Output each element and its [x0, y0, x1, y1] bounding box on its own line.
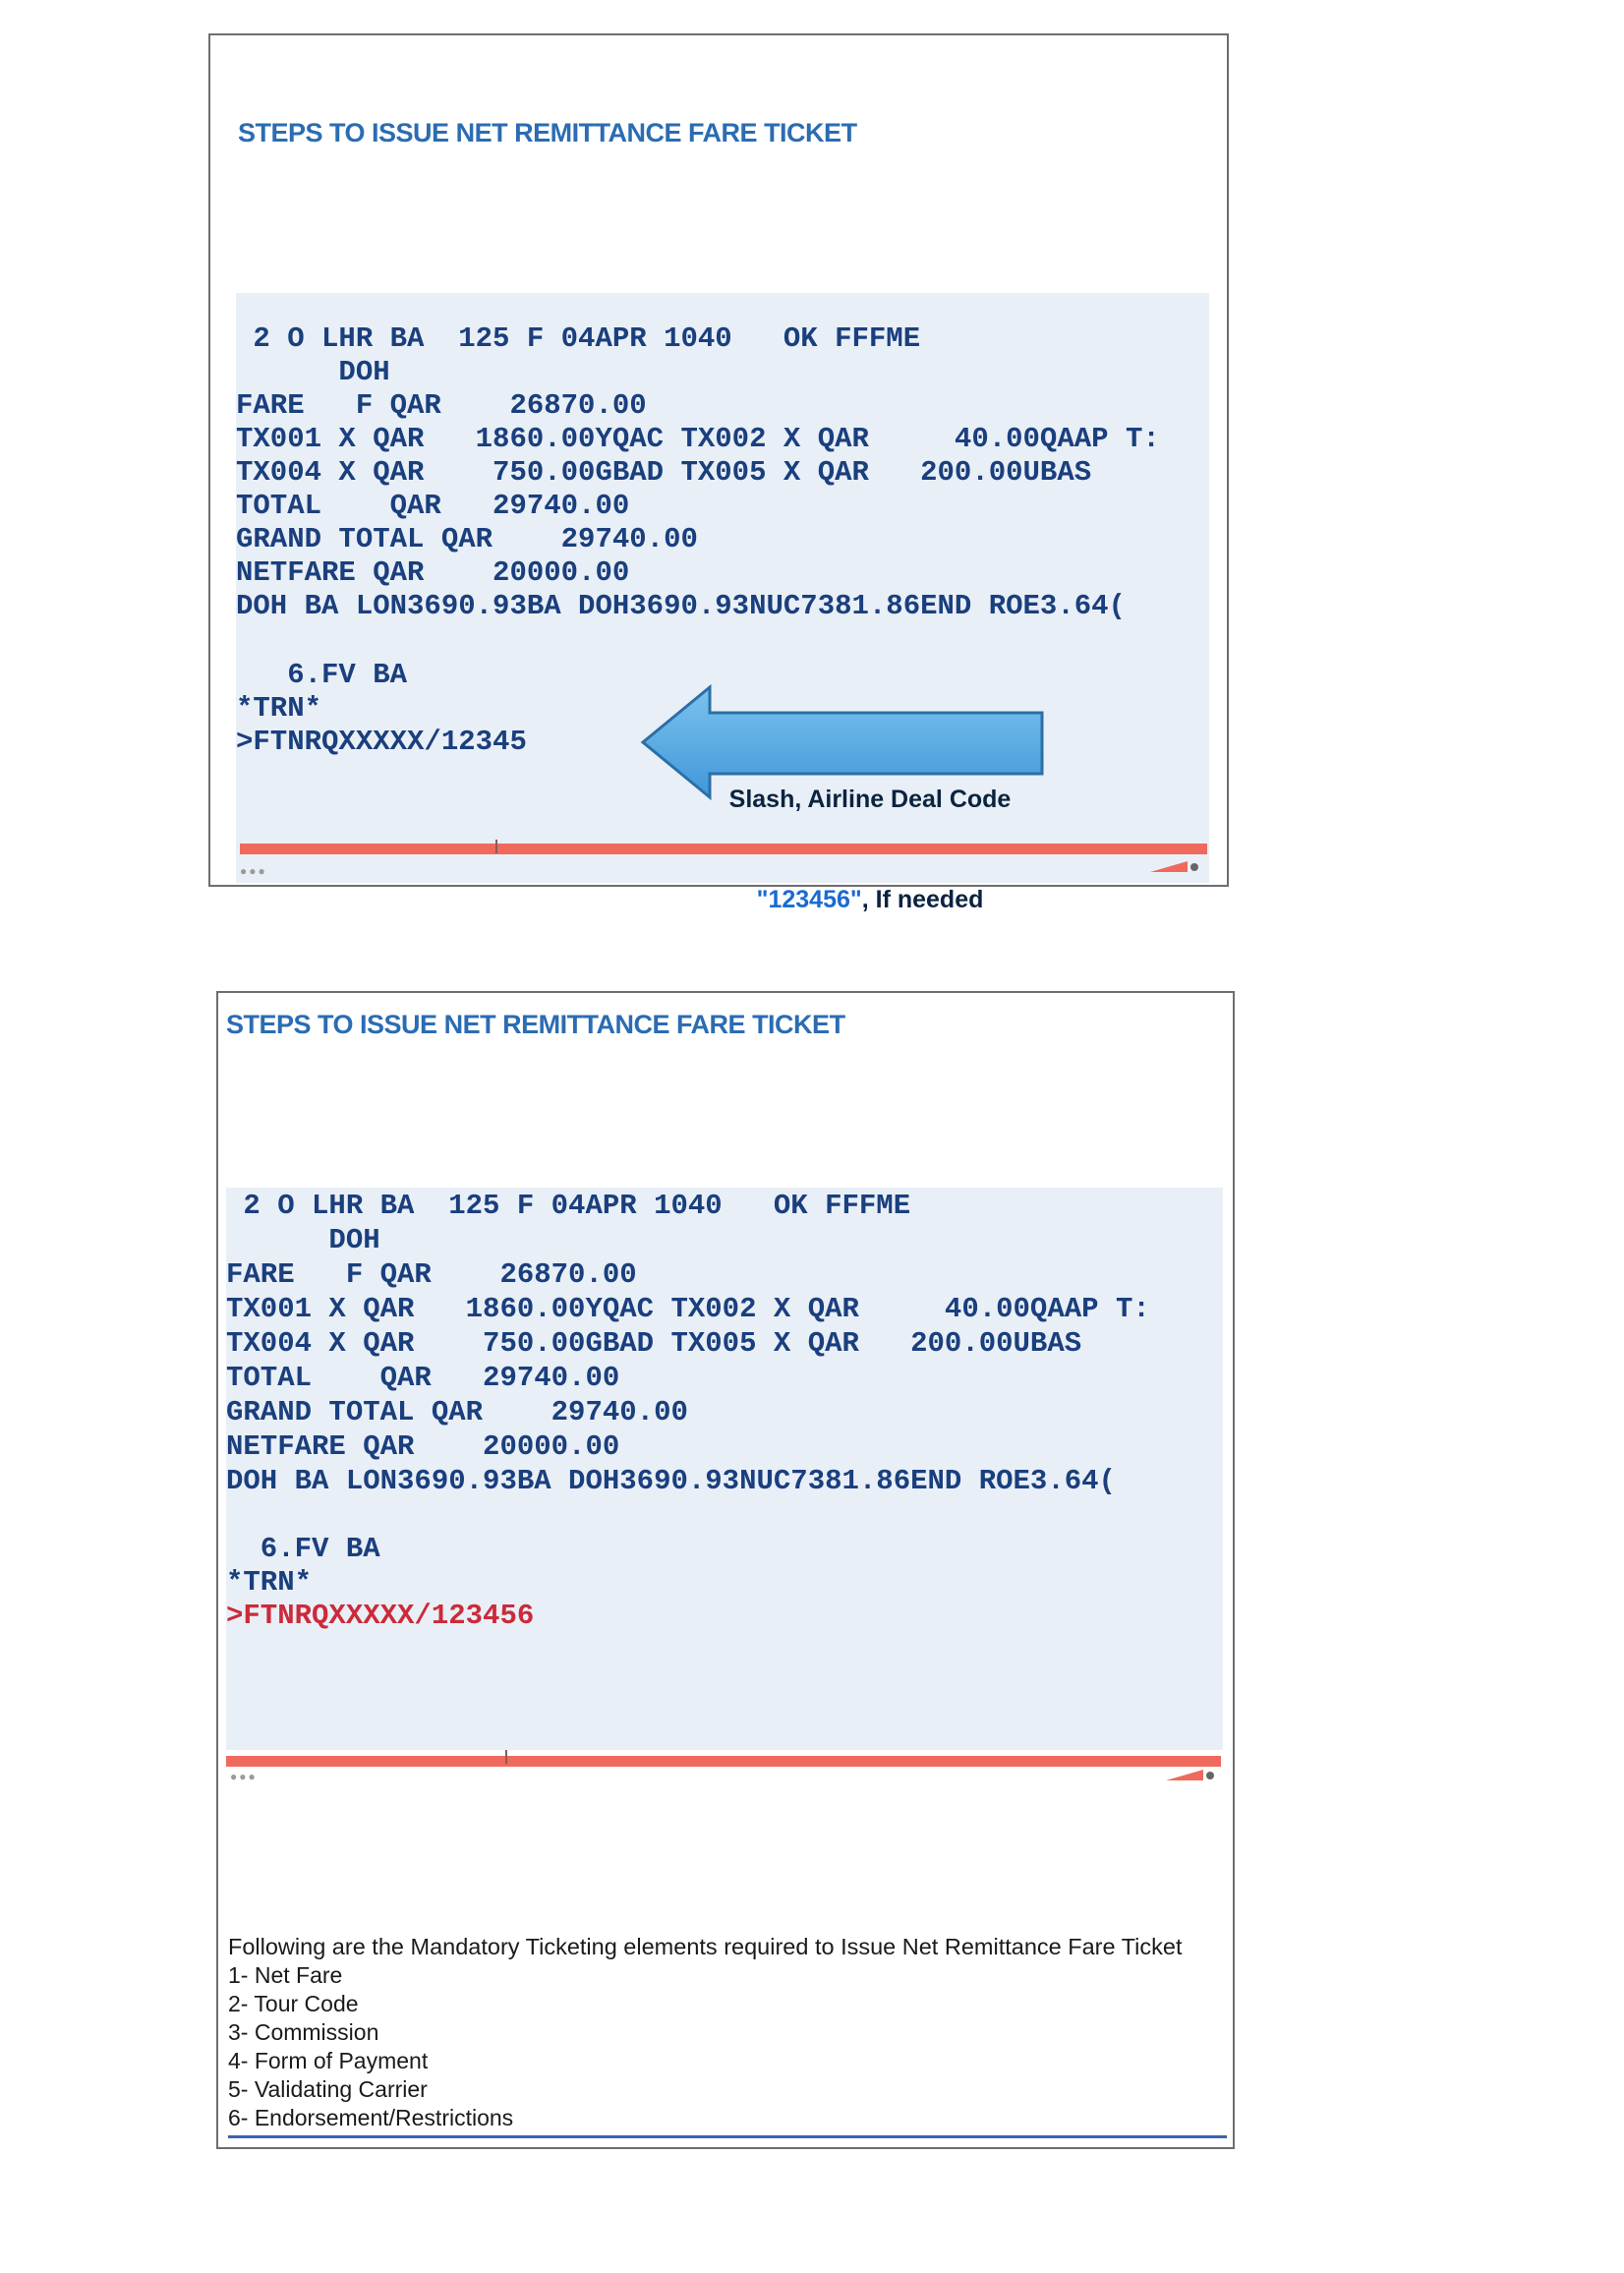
segment-line: 2 O LHR BA 125 F 04APR 1040 OK FFFME	[226, 1190, 911, 1222]
netfare-line: NETFARE QAR 20000.00	[236, 556, 630, 589]
callout-suffix: , If needed	[861, 886, 984, 913]
callout-line-1: Slash, Airline Deal Code	[728, 786, 1012, 813]
command-line: >FTNRQXXXXX/12345	[236, 726, 527, 758]
list-item: 2- Tour Code	[228, 1991, 359, 2016]
list-item: 1- Net Fare	[228, 1962, 343, 1988]
divider	[228, 2135, 1227, 2138]
slide-1	[208, 33, 1229, 913]
segment-destination-line: DOH	[226, 1224, 380, 1256]
callout-line-2	[708, 883, 1032, 916]
command-line: >FTNRQXXXXX/123456	[226, 1600, 535, 1632]
callout-arrow	[639, 683, 1052, 913]
progress-tick	[505, 1750, 507, 1764]
trn-line: *TRN*	[226, 1566, 313, 1599]
grand-total-line: GRAND TOTAL QAR 29740.00	[226, 1396, 688, 1428]
total-line: TOTAL QAR 29740.00	[236, 490, 630, 522]
fv-line: 6.FV BA	[236, 659, 408, 691]
fare-calc-line: DOH BA LON3690.93BA DOH3690.93NUC7381.86END ROE3.64(	[226, 1465, 1116, 1497]
list-item: 5- Validating Carrier	[228, 2076, 428, 2102]
list-item: 6- Endorsement/Restrictions	[228, 2105, 514, 2130]
slide-title: STEPS TO ISSUE NET REMITTANCE FARE TICKET	[238, 118, 857, 147]
deal-code: "123456"	[756, 886, 862, 913]
tax-line-1: TX001 X QAR 1860.00YQAC TX002 X QAR 40.00QAAP T:	[226, 1293, 1150, 1325]
notes-intro: Following are the Mandatory Ticketing elements required to Issue Net Remittance Fare Ticket	[228, 1934, 1183, 1959]
fare-line: FARE F QAR 26870.00	[236, 389, 647, 422]
total-line: TOTAL QAR 29740.00	[226, 1362, 620, 1394]
notes-section	[228, 1933, 1221, 2132]
progress-bar	[240, 844, 1207, 854]
tax-line-1: TX001 X QAR 1860.00YQAC TX002 X QAR 40.00QAAP T:	[236, 423, 1160, 455]
slide-title: STEPS TO ISSUE NET REMITTANCE FARE TICKET	[226, 1010, 845, 1039]
terminal-screen	[226, 1188, 1223, 1750]
list-item: 4- Form of Payment	[228, 2048, 429, 2073]
slide-2	[216, 991, 1235, 2149]
list-item: 3- Commission	[228, 2019, 379, 2045]
nav-dots[interactable]: ●●●	[230, 1770, 258, 1783]
volume-icon[interactable]	[1166, 1768, 1215, 1781]
grand-total-line: GRAND TOTAL QAR 29740.00	[236, 523, 698, 555]
netfare-line: NETFARE QAR 20000.00	[226, 1430, 620, 1463]
progress-bar	[226, 1756, 1221, 1767]
progress-tick	[495, 840, 497, 853]
terminal-screen	[236, 293, 1209, 913]
fare-calc-line: DOH BA LON3690.93BA DOH3690.93NUC7381.86END ROE3.64(	[236, 590, 1126, 622]
fv-line: 6.FV BA	[226, 1533, 380, 1565]
tax-line-2: TX004 X QAR 750.00GBAD TX005 X QAR 200.00UBAS	[236, 456, 1092, 489]
tax-line-2: TX004 X QAR 750.00GBAD TX005 X QAR 200.00UBAS	[226, 1327, 1082, 1360]
segment-destination-line: DOH	[236, 356, 390, 388]
nav-dots[interactable]: ●●●	[240, 864, 267, 878]
volume-icon[interactable]	[1150, 859, 1199, 873]
segment-line: 2 O LHR BA 125 F 04APR 1040 OK FFFME	[236, 322, 921, 355]
trn-line: *TRN*	[236, 692, 322, 725]
fare-line: FARE F QAR 26870.00	[226, 1258, 637, 1291]
